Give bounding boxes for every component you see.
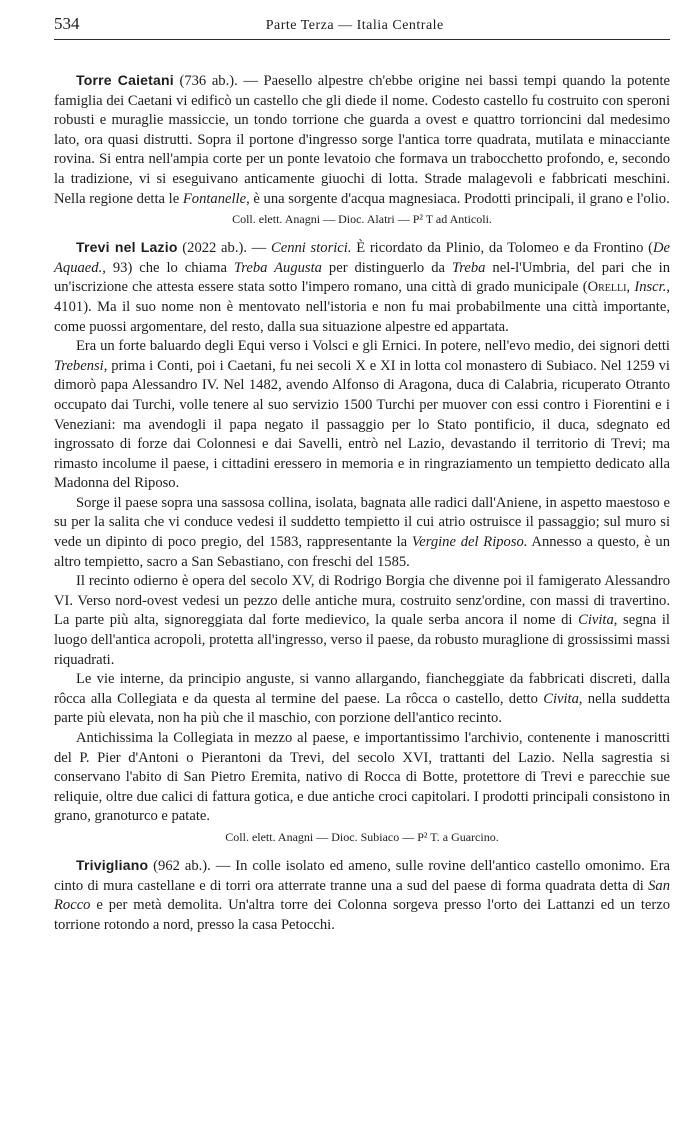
page-content (54, 71, 670, 935)
entry-paragraph (54, 729, 670, 827)
page-number: 534 (54, 14, 80, 33)
text-run: , (626, 279, 635, 296)
text-run: e per metà demolita. Un'altra torre dei Colonna sorgeva presso l'orto dei Lattanzi ed un terzo torrione rotondo a nord, presso la casa Petocchi. (54, 897, 670, 933)
text-run: Civita (543, 690, 579, 707)
text-run: Trebensi (54, 357, 104, 374)
entry (54, 856, 670, 935)
text-run: Orelli (587, 279, 627, 296)
text-run: Civita (578, 612, 614, 629)
entry-paragraph (54, 337, 670, 494)
entry-paragraph (54, 856, 670, 935)
text-run: Vergine del Riposo. (411, 534, 528, 551)
entry (54, 238, 670, 846)
text-run: De Aquaed. (54, 240, 670, 276)
text-run: (736 ab.). — Paesello alpestre ch'ebbe origine nei bassi tempi quando la potente famiglia dei Caetani vi edificò un castello che gli diede il nome. Codesto castello fu costruito con speroni robusti e muraglie massiccie, un tondo torrione che guarda a ovest e quattro torrioncini dal medesimo lato, ora quasi distrutti. Sopra il portone d'ingresso sorge l'antica torre quadrata, mutilata e minacciante rovina. Si entra nell'ampia corte per un ponte levatoio che formava un trabocchetto profondo, e, secondo la tradizione, vi si eseguivano anticamente giuochi di lotta. Strade malagevoli e fabbricati meschini. Nella regione detta le (54, 73, 670, 207)
entry-footer-note: Coll. elett. Anagni — Dioc. Subiaco — P² T. a Guarcino. (225, 829, 499, 844)
entry-paragraph (54, 238, 670, 337)
text-run: Era un forte baluardo degli Equi verso i Volsci e gli Ernici. In potere, nell'evo medio, dei signori detti (76, 338, 670, 355)
text-run: per distinguerlo da (321, 259, 452, 276)
entry-title: Trivigliano (76, 856, 149, 873)
entry-paragraph (54, 71, 670, 209)
text-run: , 4101). Ma il suo nome non è mentovato nell'istoria e non fu mai probabilmente una città importante, come puossi argomentare, del resto, dalla sua situazione alpestre ed appartata. (54, 279, 671, 335)
text-run: , nella suddetta parte più elevata, non ha più che il maschio, con porzione dell'antico recinto. (54, 690, 670, 727)
text-run: , 93) che lo chiama (102, 259, 234, 276)
text-run: , prima i Conti, poi i Caetani, fu nei secoli X e XI in lotta col monastero di Subiaco. Nel 1259 vi dimorò papa Alessandro IV. Nel 1482, avendo Alfonso di Aragona, duca di Calabria, ricuperato Otranto occupato dai Turchi, volle tenere al suo servizio 1500 Turchi per muover con essi contro i Fiorentini e i Veneziani: ma avendogli il papa negato il passaggio per lo Stato pontificio, il duca, sdegnato ed ingrossato di forze dai Colonnesi e dai Savelli, entrò nel Lazio, devastando il territorio di Trevi; ma rimasto incolume il paese, i cittadini eressero in memoria e in ringraziamento un tempietto dedicato alla Madonna del Riposo. (54, 357, 670, 492)
text-run: nel-l'Umbria, del pari che in un'iscrizione che attesta essere stata sotto l'impero romano, una città di grado municipale ( (54, 259, 670, 296)
page-header (54, 14, 670, 40)
text-run: Sorge il paese sopra una sassosa collina, isolata, bagnata alle radici dall'Aniene, in aspetto maestoso e su per la salita che vi conduce vedesi il suddetto tempietto il cui atrio ostruisce il passaggio; sul muro si vede un dipinto di poco pregio, del 1583, rappresentante la (54, 494, 670, 551)
text-run: (2022 ab.). — (177, 240, 271, 257)
entry-paragraph (54, 572, 670, 670)
text-run: Le vie interne, da principio anguste, si vanno allargando, fiancheggiate da fabbricati discreti, dalla rôcca alla Collegiata e da questa al termine del paese. La rôcca o castello, detto (54, 671, 670, 707)
text-run: , è una sorgente d'acqua magnesiaca. Prodotti principali, il grano e l'olio. (246, 190, 670, 207)
text-run: Inscr. (634, 279, 667, 296)
entry-title: Torre Caietani (76, 72, 174, 88)
text-run: San Rocco (54, 877, 670, 914)
text-run: È ricordato da Plinio, da Tolomeo e da Frontino ( (351, 240, 653, 257)
text-run: Cenni storici. (270, 240, 352, 257)
text-run: Treba (451, 259, 486, 276)
entry-title: Trevi nel Lazio (76, 239, 178, 256)
text-run: Annesso a questo, è un altro tempietto, sacro a San Sebastiano, con freschi del 1585. (54, 534, 670, 570)
text-run: Antichissima la Collegiata in mezzo al paese, e importantissimo l'archivio, contenente i manoscritti del P. Pier d'Antoni o Pierantoni da Trevi, del secolo XVI, trattanti del Lazio. Nella sagrestia si conservano l'abito di San Pietro Eremita, nativo di Rocca di Botte, protettore di Trevi e parecchie sue reliquie, oltre due calici di fattura gotica, e due antiche croci capitolari. I prodotti principali consistono in grano, granoturco e patate. (54, 730, 670, 825)
entry-paragraph (54, 670, 670, 729)
text-run: , segna il luogo dell'antica acropoli, protetta all'ingresso, verso il paese, da robusto muraglione di grossissimi massi riquadrati. (54, 612, 670, 668)
text-run: (962 ab.). — In colle isolato ed ameno, sulle rovine dell'antico castello omonimo. Era cinto di mura castellane e di torri ora atterrate tranne una a sud del paese di forma quadrata detta di (54, 857, 670, 894)
running-head: Parte Terza — Italia Centrale (265, 18, 444, 33)
text-run: Il recinto odierno è opera del secolo XV, di Rodrigo Borgia che divenne poi il famigerato Alessandro VI. Verso nord-ovest vedesi un pezzo delle antiche mura, costruito senz'ordine, con massi di travertino. La parte più alta, signoreggiata dal forte medievico, la quale serba ancora il nome di (54, 573, 670, 629)
entry-paragraph (54, 494, 670, 572)
entry (54, 71, 670, 228)
text-run: Treba Augusta (233, 259, 322, 276)
text-run: Fontanelle (182, 190, 247, 207)
entry-footer-note: Coll. elett. Anagni — Dioc. Alatri — P² T ad Anticoli. (232, 212, 492, 227)
